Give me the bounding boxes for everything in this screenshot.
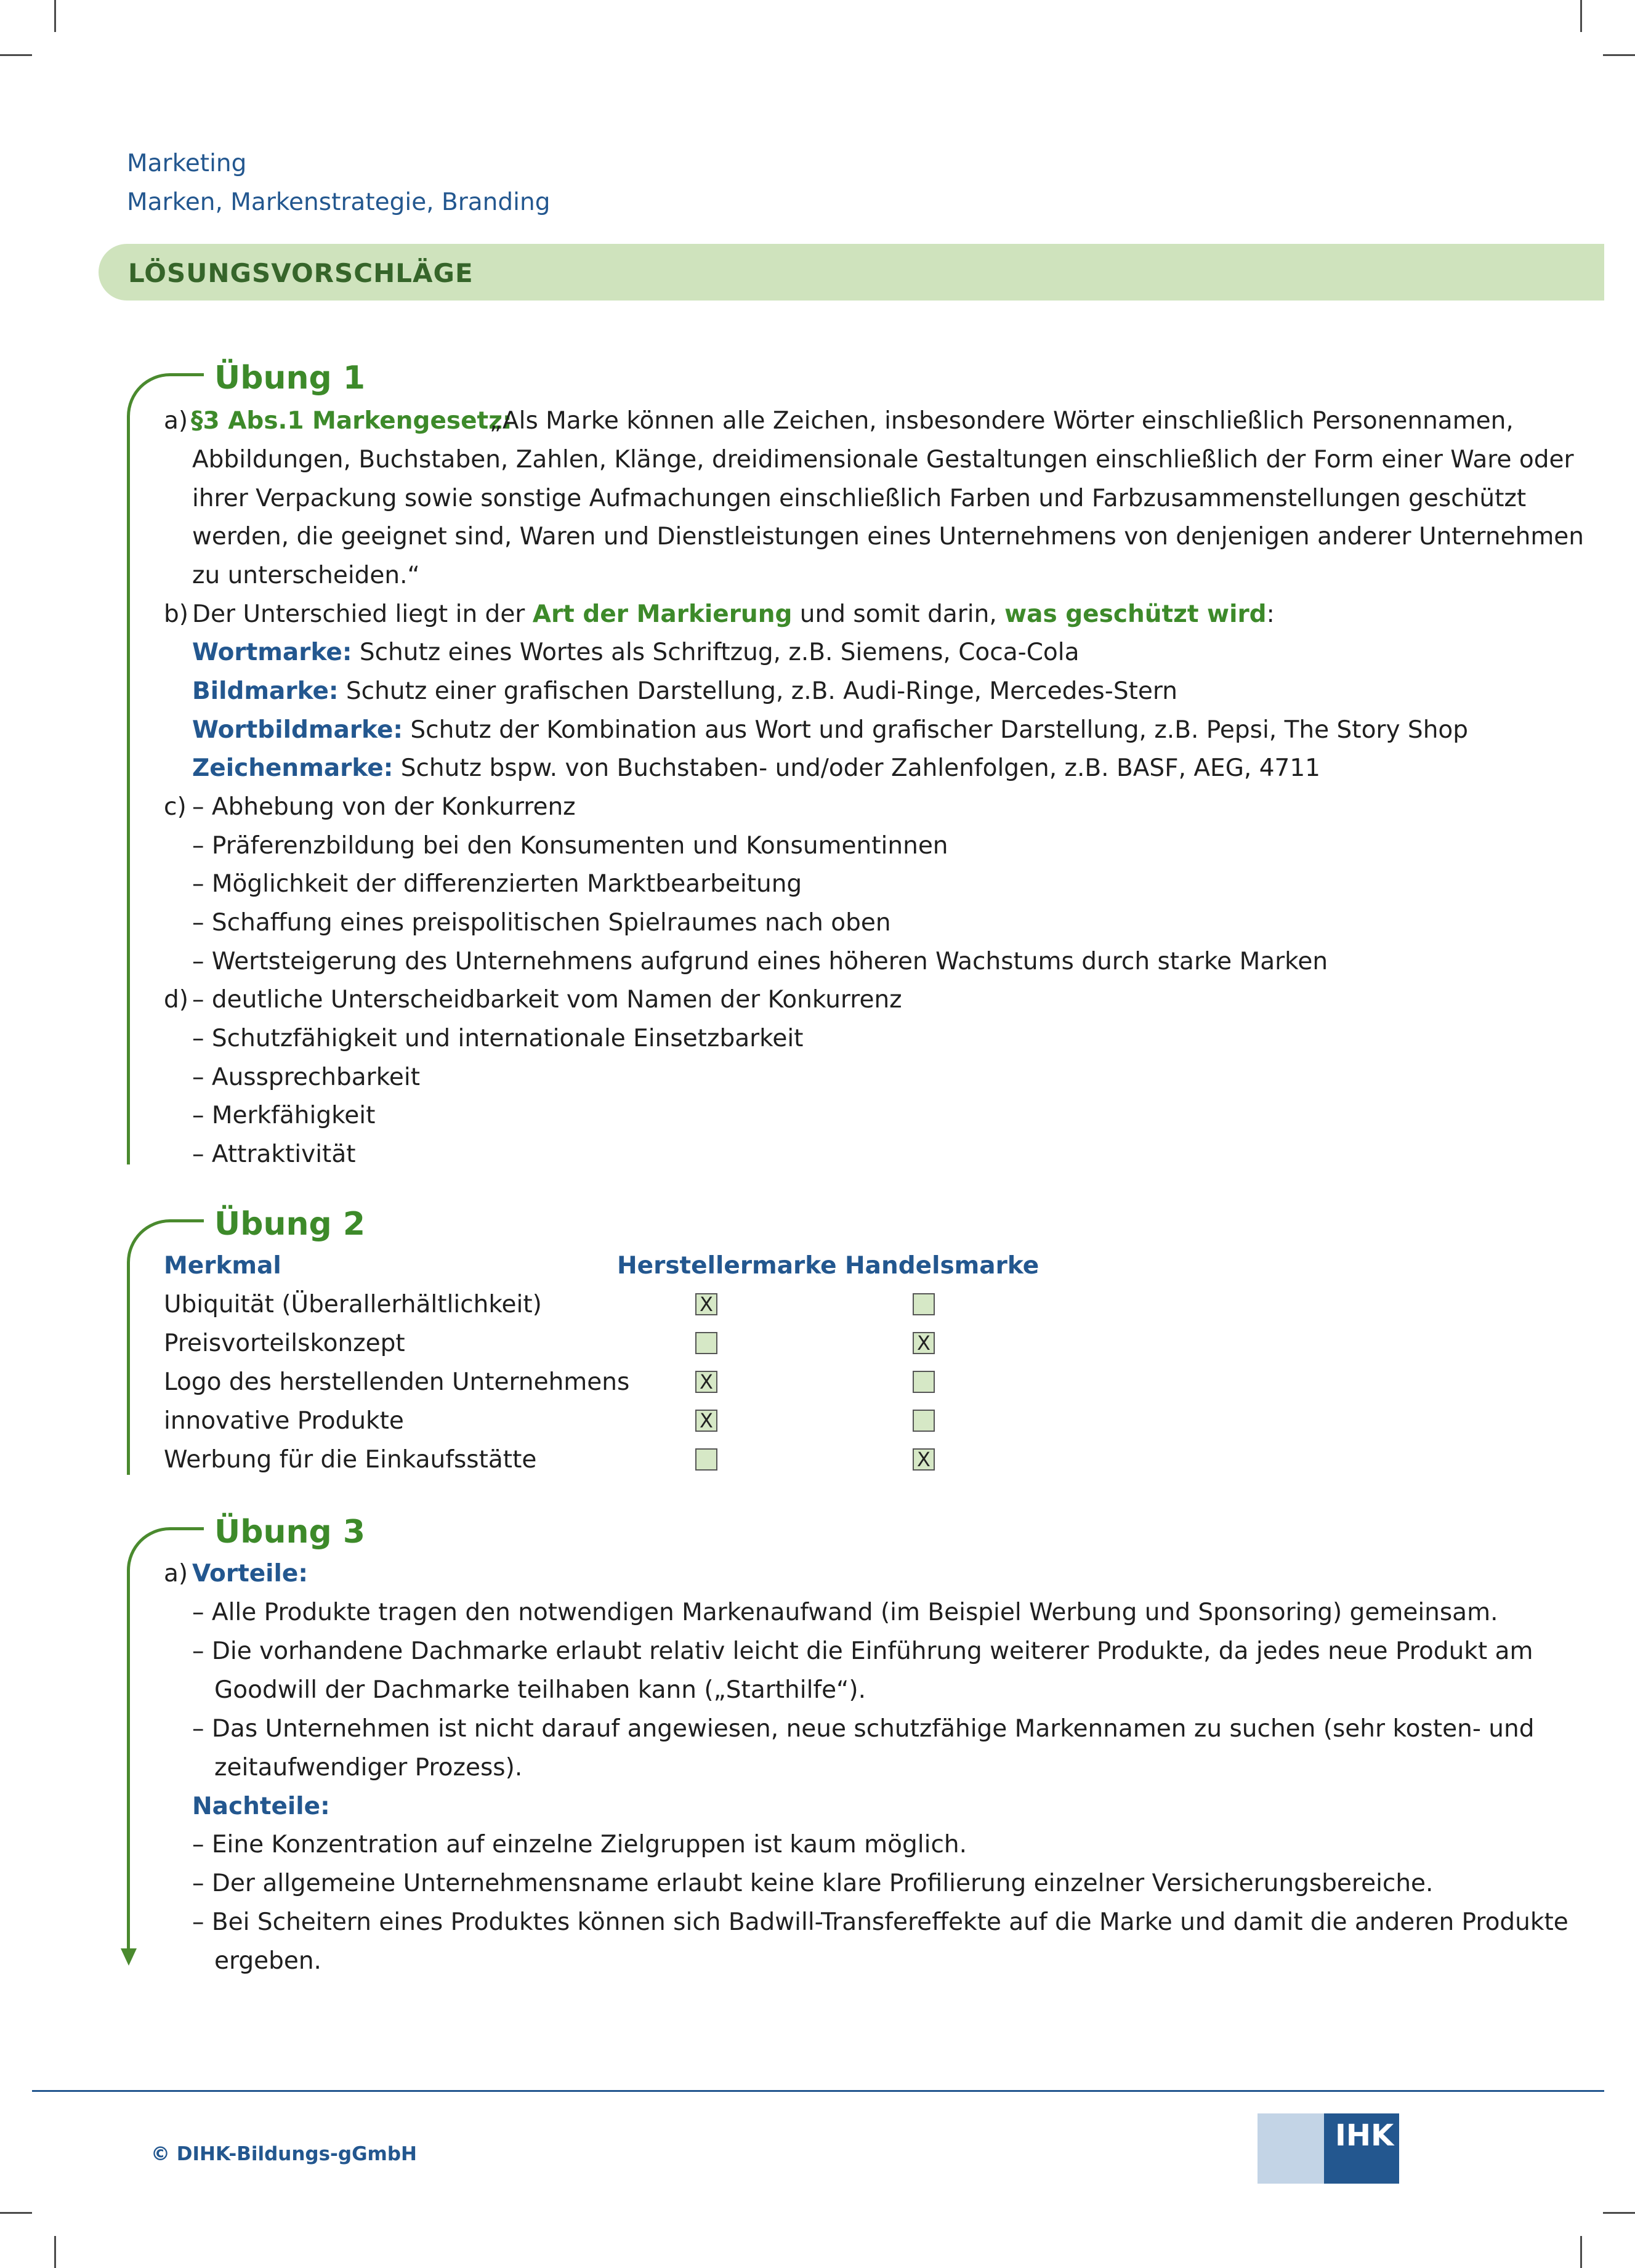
header-category: Marketing (127, 150, 247, 177)
law-quote-line: werden, die geeignet sind, Waren und Dienstleistungen eines Unternehmens von denjenigen anderer Unternehmen (192, 523, 1585, 551)
list-item: – deutliche Unterscheidbarkeit vom Namen der Konkurrenz (192, 986, 902, 1014)
trademark-type (192, 718, 1468, 742)
manufacturer-checkbox[interactable] (695, 1332, 717, 1354)
feature-label: Logo des herstellenden Unternehmens (164, 1368, 630, 1396)
item-c-prefix: c) (164, 793, 187, 821)
crop-mark (1580, 0, 1582, 32)
manufacturer-checkbox[interactable] (695, 1410, 717, 1432)
copyright: © DIHK-Bildungs-gGmbH (151, 2143, 417, 2165)
trademark-term: Bildmarke: (192, 677, 339, 705)
header-topic: Marken, Markenstrategie, Branding (127, 188, 551, 216)
item-b-text-part: Der Unterschied liegt in der (192, 600, 525, 628)
list-item: – Möglichkeit der differenzierten Marktbearbeitung (192, 870, 802, 898)
law-quote-line: Abbildungen, Buchstaben, Zahlen, Klänge, dreidimensionale Gestaltungen einschließlich der Form einer Ware oder (192, 446, 1574, 474)
crop-mark (0, 54, 32, 56)
crop-mark (1580, 2236, 1582, 2268)
list-item: – Alle Produkte tragen den notwendigen Markenaufwand (im Beispiel Werbung und Sponsoring) gemeinsam. (192, 1599, 1498, 1626)
crop-mark (54, 2236, 56, 2268)
check-mark-icon: X (917, 1331, 931, 1355)
check-mark-icon: X (700, 1293, 713, 1316)
list-item-continued: zeitaufwendiger Prozess). (214, 1754, 523, 1782)
crop-mark (1603, 2212, 1635, 2214)
item-b-prefix: b) (164, 600, 188, 628)
trademark-term: Wortbildmarke: (192, 716, 403, 744)
section-title: LÖSUNGSVORSCHLÄGE (128, 258, 474, 288)
list-item: – Wertsteigerung des Unternehmens aufgrund eines höheren Wachstums durch starke Marken (192, 948, 1328, 975)
item-b-text-part: : (1266, 600, 1275, 628)
feature-label: Ubiquität (Überallerhältlichkeit) (164, 1291, 542, 1318)
cons-label: Nachteile: (192, 1793, 330, 1820)
manufacturer-checkbox[interactable] (695, 1371, 717, 1393)
retail-checkbox[interactable] (913, 1371, 935, 1393)
crop-mark (54, 0, 56, 32)
item-b-text (192, 602, 1275, 626)
list-item-continued: Goodwill der Dachmarke teilhaben kann („Starthilfe“). (214, 1676, 866, 1704)
trademark-desc: Schutz einer grafischen Darstellung, z.B. Audi-Ringe, Mercedes-Stern (345, 677, 1177, 705)
column-header-feature: Merkmal (164, 1252, 281, 1280)
trademark-type (192, 756, 1320, 780)
exercise-1-title: Übung 1 (214, 360, 365, 397)
crop-mark (1603, 54, 1635, 56)
manufacturer-checkbox[interactable] (695, 1293, 717, 1315)
item-a-prefix: a) (164, 1560, 188, 1588)
law-quote-line: zu unterscheiden.“ (192, 562, 420, 589)
retail-checkbox[interactable] (913, 1332, 935, 1354)
footer-divider (32, 2090, 1604, 2092)
item-b-text-part: und somit darin, (799, 600, 997, 628)
list-item: – Bei Scheitern eines Produktes können sich Badwill-Transfereffekte auf die Marke und damit die anderen Produkte (192, 1908, 1568, 1936)
list-item: – Merkfähigkeit (192, 1102, 376, 1129)
highlight-protected: was geschützt wird (1004, 600, 1267, 628)
trademark-desc: Schutz der Kombination aus Wort und grafischer Darstellung, z.B. Pepsi, The Story Shop (410, 716, 1469, 744)
exercise-2-title: Übung 2 (214, 1206, 365, 1243)
list-item: – Eine Konzentration auf einzelne Zielgruppen ist kaum möglich. (192, 1831, 967, 1858)
list-item: – Die vorhandene Dachmarke erlaubt relativ leicht die Einführung weiterer Produkte, da jedes neue Produkt am (192, 1637, 1533, 1665)
trademark-type (192, 679, 1177, 703)
highlight-marking-type: Art der Markierung (532, 600, 793, 628)
list-item: – Das Unternehmen ist nicht darauf angewiesen, neue schutzfähige Markennamen zu suchen (sehr kosten- und (192, 1715, 1535, 1743)
retail-checkbox[interactable] (913, 1410, 935, 1432)
retail-checkbox[interactable] (913, 1448, 935, 1471)
column-header-manufacturer: Herstellermarke (617, 1252, 837, 1280)
law-quote-line: „Als Marke können alle Zeichen, insbesondere Wörter einschließlich Personennamen, (490, 407, 1514, 435)
trademark-desc: Schutz bspw. von Buchstaben- und/oder Zahlenfolgen, z.B. BASF, AEG, 4711 (400, 754, 1320, 782)
check-mark-icon: X (700, 1370, 713, 1394)
list-item-continued: ergeben. (214, 1947, 321, 1975)
retail-checkbox[interactable] (913, 1293, 935, 1315)
law-reference: §3 Abs.1 Markengesetz: (191, 407, 512, 435)
ihk-logo-text: IHK (1335, 2118, 1394, 2153)
crop-mark (0, 2212, 32, 2214)
arrow-down-icon (121, 1948, 137, 1967)
trademark-desc: Schutz eines Wortes als Schriftzug, z.B. Siemens, Coca-Cola (359, 639, 1080, 666)
law-quote-line: ihrer Verpackung sowie sonstige Aufmachungen einschließlich Farben und Farbzusammenstellungen geschützt (192, 485, 1527, 512)
item-d-prefix: d) (164, 986, 188, 1014)
list-item: – Aussprechbarkeit (192, 1063, 421, 1091)
list-item: – Schaffung eines preispolitischen Spielraumes nach oben (192, 909, 891, 937)
trademark-term: Wortmarke: (192, 639, 352, 666)
item-a-prefix: a) (164, 407, 188, 435)
list-item: – Attraktivität (192, 1140, 356, 1168)
pros-label: Vorteile: (192, 1560, 308, 1588)
trademark-type (192, 640, 1080, 664)
exercise-3-title: Übung 3 (214, 1514, 365, 1551)
list-item: – Schutzfähigkeit und internationale Einsetzbarkeit (192, 1025, 804, 1052)
trademark-term: Zeichenmarke: (192, 754, 394, 782)
column-header-retail: Handelsmarke (845, 1252, 1040, 1280)
manufacturer-checkbox[interactable] (695, 1448, 717, 1471)
check-mark-icon: X (700, 1409, 713, 1432)
feature-label: innovative Produkte (164, 1407, 404, 1435)
feature-label: Werbung für die Einkaufsstätte (164, 1446, 537, 1474)
list-item: – Der allgemeine Unternehmensname erlaubt keine klare Profilierung einzelner Versicherungsbereiche. (192, 1870, 1434, 1897)
check-mark-icon: X (917, 1448, 931, 1471)
list-item: – Präferenzbildung bei den Konsumenten und Konsumentinnen (192, 832, 948, 860)
feature-label: Preisvorteilskonzept (164, 1330, 405, 1357)
list-item: – Abhebung von der Konkurrenz (192, 793, 576, 821)
